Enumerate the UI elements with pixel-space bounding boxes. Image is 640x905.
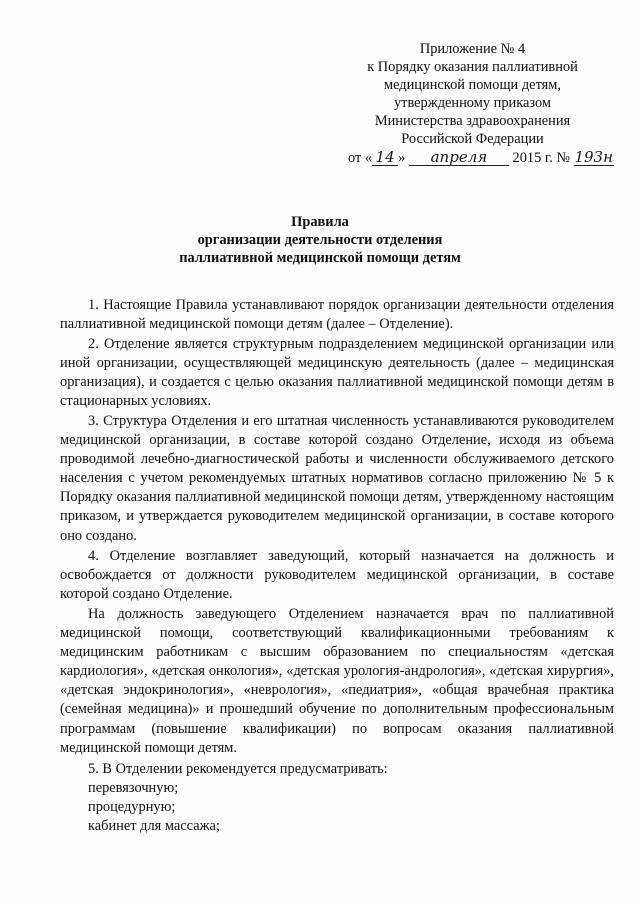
appendix-header: [330, 40, 615, 148]
list-item: процедурную;: [88, 799, 176, 815]
paragraph-1: [60, 296, 614, 334]
paragraph-3: [60, 412, 614, 546]
paragraph-text: 2. Отделение является структурным подразделением медицинской организации или иной организации, осуществляющей медицинскую деятельность (далее – медицинская организация), и создается с целью оказания паллиативной медицинской помощи детям в стационарных условиях.: [60, 336, 614, 410]
appendix-line: Российской Федерации: [401, 131, 544, 147]
quote-close: »: [398, 150, 406, 166]
room-list: [88, 779, 220, 836]
date-prefix: от «: [348, 150, 373, 166]
handwritten-order-number: 193н: [574, 148, 613, 166]
rules-title: [0, 213, 640, 267]
appendix-line: утвержденному приказом: [393, 95, 552, 111]
appendix-number: Приложение № 4: [419, 41, 526, 57]
appendix-line: медицинской помощи детям,: [383, 77, 561, 93]
list-item: перевязочную;: [88, 780, 179, 796]
appendix-line: к Порядку оказания паллиативной: [367, 59, 578, 75]
paragraph-6: [60, 760, 614, 779]
order-date-line: [348, 148, 638, 168]
year-and-number-label: 2015 г. №: [512, 150, 571, 166]
handwritten-month: апреля: [409, 149, 509, 166]
paragraph-text: На должность заведующего Отделением назначается врач по паллиативной медицинской помощи, соответствующий квалификационными требованиям к медицинским работникам с высшим образованием по специальностям «детская кардиология», «детская онкология», «детская урология-андрология», «детская хирургия», «детская эндокринология», «неврология», «педиатрия», «общая врачебная практика (семейная медицина)» и прошедший обучение по дополнительным профессиональным программам (повышение квалификации) по вопросам оказания паллиативной медицинской помощи детям.: [60, 606, 614, 756]
list-item: кабинет для массажа;: [88, 818, 220, 834]
paragraph-2: [60, 335, 614, 411]
paragraph-text: 1. Настоящие Правила устанавливают порядок организации деятельности отделения паллиативной медицинской помощи детям (далее – Отделение).: [60, 297, 614, 333]
paragraph-5: [60, 605, 614, 758]
title-line: организации деятельности отделения: [197, 232, 443, 248]
paragraph-text: 5. В Отделении рекомендуется предусматривать:: [88, 761, 388, 777]
title-line: Правила: [291, 214, 349, 230]
paragraph-text: 4. Отделение возглавляет заведующий, который назначается на должность и освобождается от должности руководителем медицинской организации, в составе которой создано Отделение.: [60, 548, 614, 603]
handwritten-day: 14: [372, 149, 398, 166]
title-line: паллиативной медицинской помощи детям: [179, 250, 461, 266]
paragraph-4: [60, 547, 614, 604]
appendix-line: Министерства здравоохранения: [374, 113, 571, 129]
paragraph-text: 3. Структура Отделения и его штатная численность устанавливаются руководителем медицинской организации, в составе которой создано Отделение, исходя из объема проводимой лечебно-диагностической работы и численности обслуживаемого детского населения с учетом рекомендуемых штатных нормативов согласно приложению № 5 к Порядку оказания паллиативной медицинской помощи детям, утвержденному настоящим приказом, и утверждается руководителем медицинской организации, в составе которого оно создано.: [60, 413, 614, 544]
